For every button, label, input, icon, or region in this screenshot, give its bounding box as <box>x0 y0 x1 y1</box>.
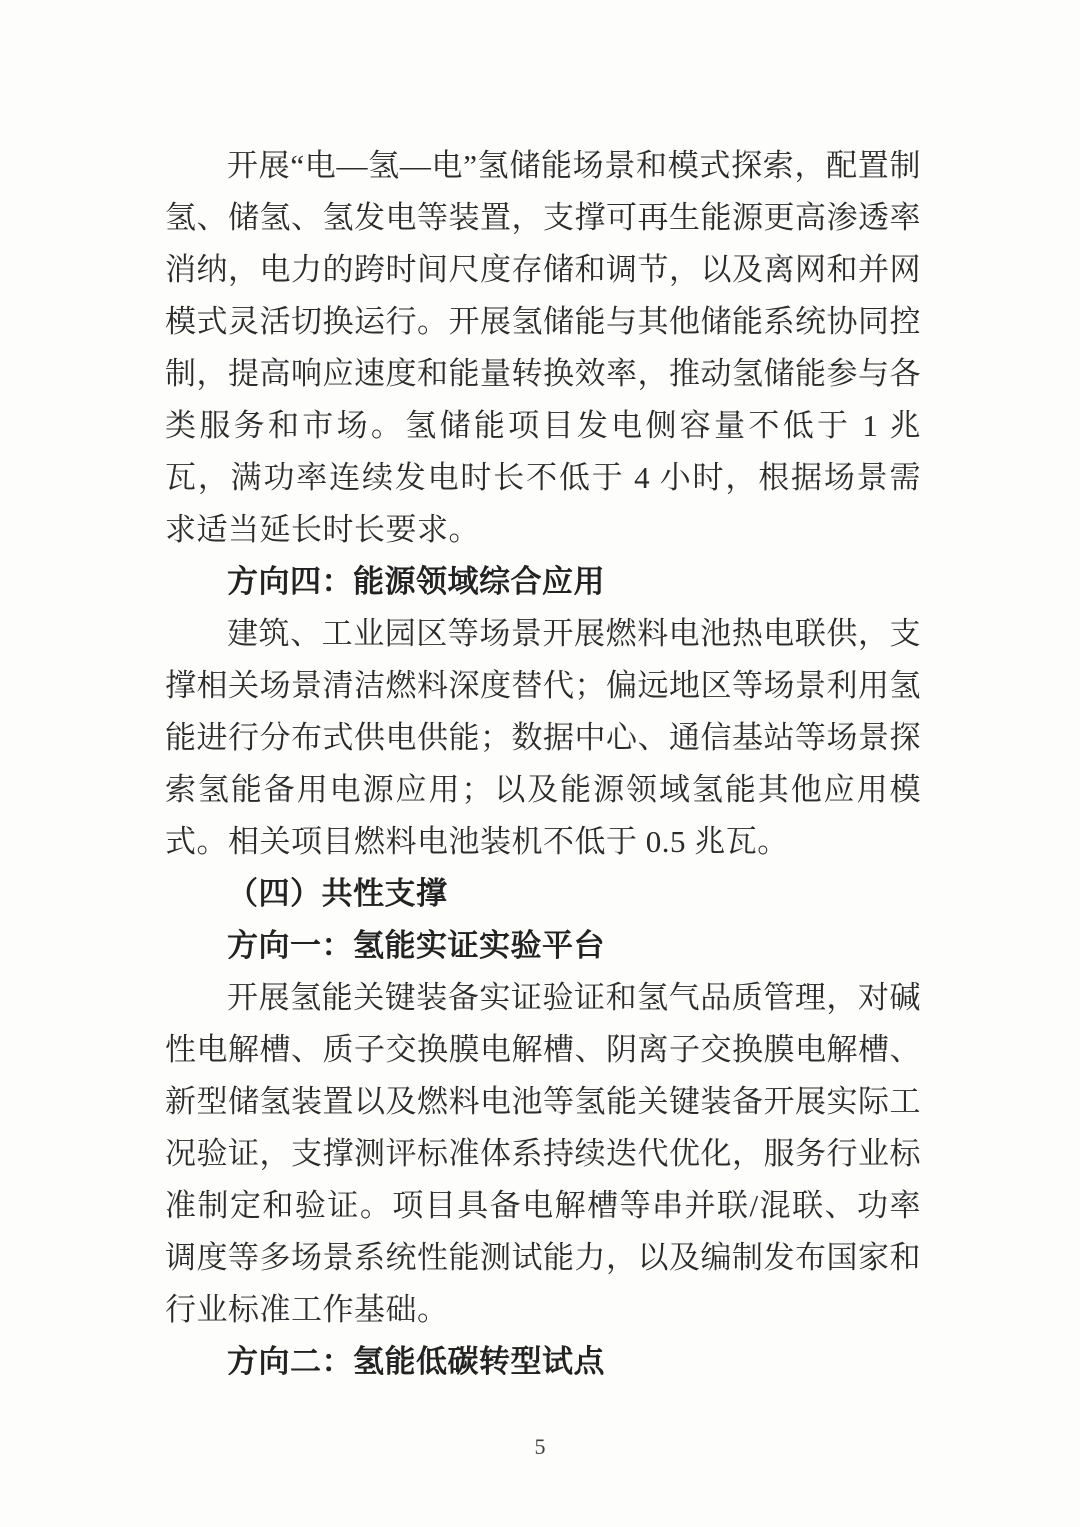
heading-direction-4-energy-comprehensive-application: 方向四：能源领域综合应用 <box>227 564 605 599</box>
paragraph-verification-platform-details: 开展氢能关键装备实证验证和氢气品质管理，对碱性电解槽、质子交换膜电解槽、阴离子交换膜电解槽、新型储氢装置以及燃料电池等氢能关键装备开展实际工况验证，支撑测评标准体系持续迭代优化，服务行业标准制定和验证。项目具备电解槽等串并联/混联、功率调度等多场景系统性能测试能力，以及编制发布国家和行业标准工作基础。 <box>165 980 921 1327</box>
heading-direction-1-hydrogen-verification-platform: 方向一：氢能实证实验平台 <box>227 928 605 963</box>
text-column <box>165 140 921 1388</box>
page-footer <box>0 1432 1080 1462</box>
heading-section-4-common-support: （四）共性支撑 <box>227 876 448 911</box>
page-number: 5 <box>534 1434 546 1459</box>
paragraph-energy-field-applications: 建筑、工业园区等场景开展燃料电池热电联供，支撑相关场景清洁燃料深度替代；偏远地区等场景利用氢能进行分布式供电供能；数据中心、通信基站等场景探索氢能备用电源应用；以及能源领域氢能其他应用模式。相关项目燃料电池装机不低于 0.5 兆瓦。 <box>165 616 921 859</box>
paragraph-hydrogen-storage-scenarios: 开展“电—氢—电”氢储能场景和模式探索，配置制氢、储氢、氢发电等装置，支撑可再生能源更高渗透率消纳，电力的跨时间尺度存储和调节，以及离网和并网模式灵活切换运行。开展氢储能与其他储能系统协同控制，提高响应速度和能量转换效率，推动氢储能参与各类服务和市场。氢储能项目发电侧容量不低于 1 兆瓦，满功率连续发电时长不低于 4 小时，根据场景需求适当延长时长要求。 <box>165 148 921 547</box>
heading-direction-2-low-carbon-transition-pilot: 方向二：氢能低碳转型试点 <box>227 1344 605 1379</box>
